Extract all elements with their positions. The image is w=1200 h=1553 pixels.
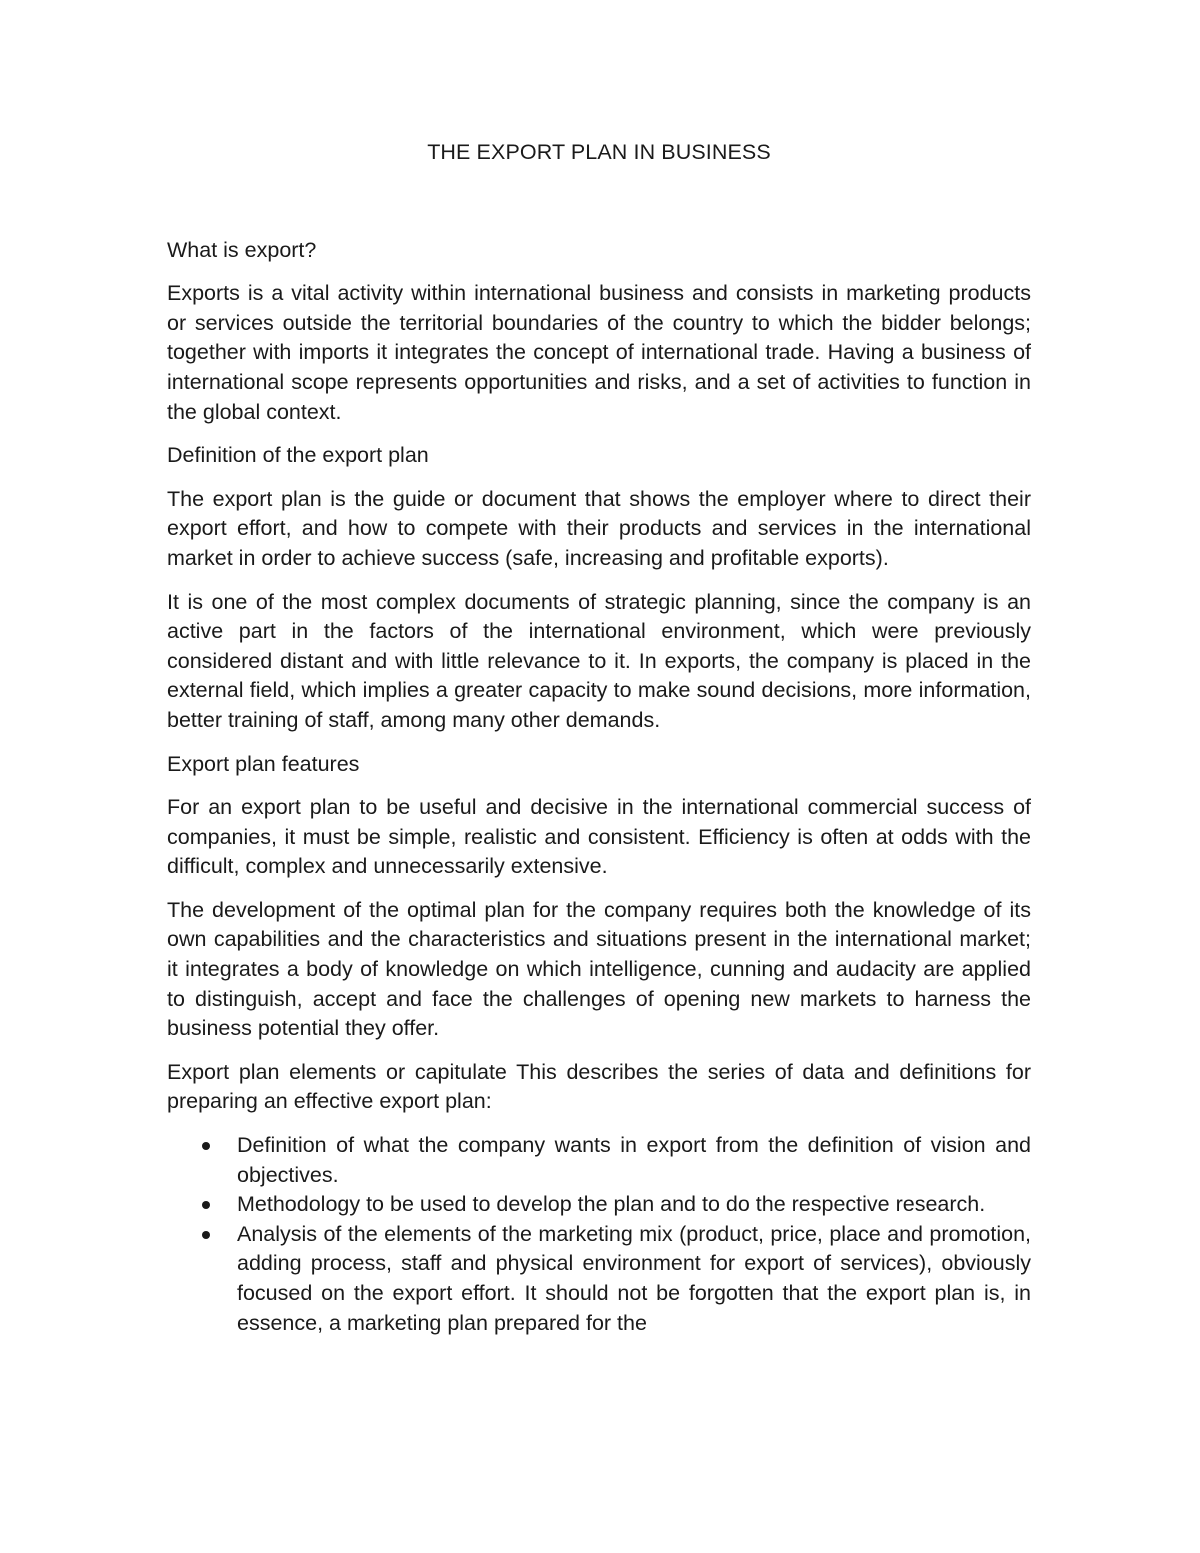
paragraph: It is one of the most complex documents of strategic planning, since the company is an active part in the factors of the international environment, which were previously considered distant and with little relevance to it. In exports, the company is placed in the external field, which implies a greater capacity to make sound decisions, more information, better training of staff, among many other demands.	[167, 589, 1031, 732]
paragraph: Export plan elements or capitulate This describes the series of data and definitions for preparing an effective export plan:	[167, 1059, 1031, 1114]
paragraph: For an export plan to be useful and decisive in the international commercial success of companies, it must be simple, realistic and consistent. Efficiency is often at odds with the difficult, complex and unnecessarily extensive.	[167, 795, 1031, 879]
bullet-icon	[202, 1201, 210, 1209]
bullet-item	[167, 1190, 1031, 1220]
paragraph: The development of the optimal plan for the company requires both the knowledge of its own capabilities and the characteristics and situations present in the international market; it integrates a body of knowledge on which intelligence, cunning and audacity are applied to distinguish, accept and face the challenges of opening new markets to harness the business potential they offer.	[167, 897, 1031, 1041]
paragraph: The export plan is the guide or document that shows the employer where to direct their export effort, and how to compete with their products and services in the international market in order to achieve success (safe, increasing and profitable exports).	[167, 486, 1031, 570]
bullet-item	[167, 1220, 1031, 1338]
section-heading-definition: Definition of the export plan	[167, 443, 429, 468]
section-heading-features: Export plan features	[167, 751, 360, 776]
paragraph: Exports is a vital activity within international business and consists in marketing products or services outside the territorial boundaries of the country to which the bidder belongs; together with imports it integrates the concept of international trade. Having a business of international scope represents opportunities and risks, and a set of activities to function in the global context.	[167, 281, 1031, 424]
section-heading-what-is-export: What is export?	[167, 237, 317, 262]
document-title: THE EXPORT PLAN IN BUSINESS	[427, 140, 771, 164]
bullet-text: Analysis of the elements of the marketing mix (product, price, place and promotion, adding process, staff and physical environment for export of services), obviously focused on the export effort. It should not be forgotten that the export plan is, in essence, a marketing plan prepared for the	[237, 1221, 1031, 1335]
bullet-text: Methodology to be used to develop the plan and to do the respective research.	[237, 1192, 986, 1217]
bullet-text: Definition of what the company wants in export from the definition of vision and objectives.	[237, 1133, 1031, 1187]
bullet-icon	[202, 1231, 210, 1239]
bullet-list	[167, 1131, 1031, 1338]
bullet-item	[167, 1131, 1031, 1190]
bullet-icon	[202, 1142, 210, 1150]
document-body	[167, 138, 1031, 1338]
